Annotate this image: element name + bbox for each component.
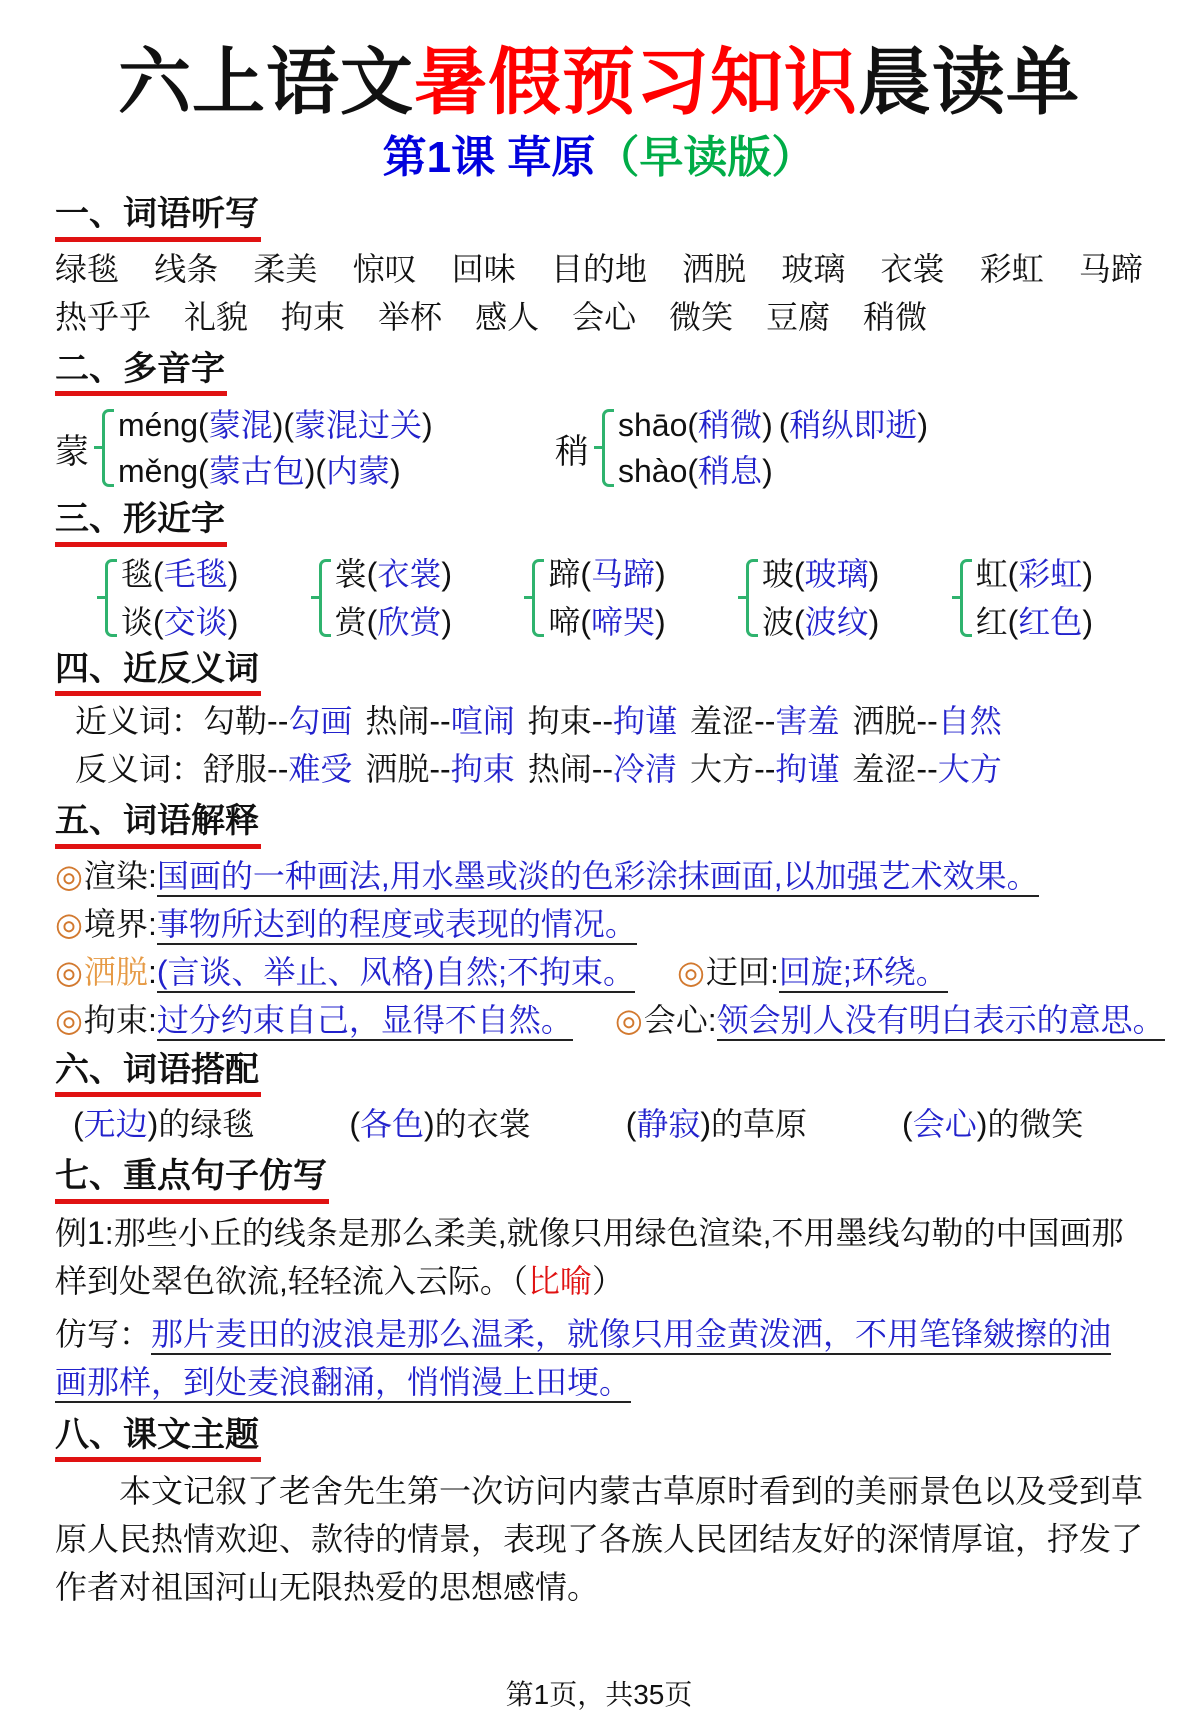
collocation-rest: 的微笑 <box>987 1106 1084 1143</box>
word-pair <box>528 703 677 739</box>
paren: ) <box>655 555 666 592</box>
word-item: 衣裳 <box>880 250 945 287</box>
similar-char-item <box>762 556 879 592</box>
pinyin-row <box>118 407 433 443</box>
word-item: 目的地 <box>550 250 647 287</box>
word: 衣裳 <box>377 555 442 592</box>
term: 洒脱 <box>83 953 148 990</box>
pair-right: 冷清 <box>613 751 678 788</box>
term: 迂回 <box>705 953 770 990</box>
section-syn-ant <box>55 648 1143 793</box>
colon: : <box>769 953 779 990</box>
word-item: 会心 <box>572 298 637 335</box>
pinyin-row <box>618 453 928 489</box>
colon: : <box>147 1001 157 1038</box>
paren: ( <box>366 555 378 592</box>
char: 谈 <box>121 603 154 640</box>
colon: : <box>147 857 157 894</box>
word-pair <box>852 751 1001 787</box>
imitation-text: 那片麦田的波浪是那么温柔，就像只用金黄泼洒，不用笔锋皴擦的油画那样，到处麦浪翻涌，悄悄漫上田埂。 <box>55 1316 1111 1403</box>
paren: ) <box>390 453 401 490</box>
paren: ( <box>580 603 591 640</box>
definition-row <box>55 951 1143 993</box>
word-item: 稍微 <box>863 298 928 335</box>
paren: ) <box>441 603 452 640</box>
pair-left: 舒服 <box>203 751 268 788</box>
green-bracket <box>602 409 614 487</box>
polyphonic-group-meng <box>55 406 555 490</box>
green-bracket <box>102 409 114 487</box>
paren: ( <box>793 555 805 592</box>
char: 裳 <box>334 555 367 592</box>
word-item: 绿毯 <box>55 250 120 287</box>
collocation-rest: 的衣裳 <box>434 1106 531 1143</box>
paren: ) <box>424 1106 435 1143</box>
example-sentence <box>55 1209 1143 1305</box>
paren: ( <box>902 1106 913 1143</box>
char: 虹 <box>975 555 1008 592</box>
collocation-word: 会心 <box>912 1106 977 1143</box>
term: 拘束 <box>83 1001 148 1038</box>
collocation-item <box>626 1101 807 1147</box>
green-bracket <box>105 559 117 637</box>
dash: -- <box>916 703 938 740</box>
section-heading-syn-ant: 四、近反义词 <box>55 648 261 697</box>
title-part-black-1: 六上语文 <box>118 42 414 123</box>
word-item: 热乎乎 <box>55 298 152 335</box>
word-item: 微笑 <box>669 298 734 335</box>
dash: -- <box>429 751 451 788</box>
similar-char-pair <box>95 556 238 640</box>
pair-left: 大方 <box>690 751 755 788</box>
similar-char-item <box>976 604 1093 640</box>
dash: -- <box>754 751 776 788</box>
definition-entry <box>55 999 573 1041</box>
paren: ) <box>227 555 239 592</box>
word: 欣赏 <box>377 603 442 640</box>
similar-char-pair <box>522 556 665 640</box>
similar-char-item <box>335 604 452 640</box>
paren: ) <box>272 407 284 444</box>
section-heading-polyphonic: 二、多音字 <box>55 348 227 397</box>
definition-text: (言谈、举止、风格)自然;不拘束。 <box>157 954 635 993</box>
dash: -- <box>429 703 451 740</box>
paren: ) <box>655 603 666 640</box>
pinyin-rows <box>618 406 928 490</box>
similar-char-item <box>121 556 238 592</box>
paren: ( <box>1007 555 1019 592</box>
char: 玻 <box>761 555 794 592</box>
pair-left: 勾勒 <box>203 703 268 740</box>
imitation-label: 仿写： <box>55 1315 152 1352</box>
similar-char-pair <box>950 556 1093 640</box>
word: 马蹄 <box>590 555 655 592</box>
word-item: 感人 <box>475 298 540 335</box>
paren: ( <box>153 603 164 640</box>
similar-char-item <box>121 604 238 640</box>
page-subtitle <box>55 130 1143 185</box>
section-definitions <box>55 800 1165 1041</box>
paren: ( <box>580 555 591 592</box>
section-heading-dictation: 一、词语听写 <box>55 193 261 242</box>
word-item: 线条 <box>154 250 219 287</box>
synonyms-line <box>55 698 1143 744</box>
pair-right: 勾画 <box>288 703 353 740</box>
rhetoric-tag: 比喻 <box>527 1262 592 1299</box>
double-circle-icon: ◎ <box>55 953 83 990</box>
example-word: 蒙古包 <box>208 453 305 490</box>
polyphonic-groups <box>55 406 1143 490</box>
word: 红色 <box>1018 603 1083 640</box>
polyphonic-char: 蒙 <box>55 432 89 471</box>
word-item: 惊叹 <box>352 250 417 287</box>
double-circle-icon: ◎ <box>614 1001 643 1038</box>
green-bracket <box>746 559 758 637</box>
word-item: 举杯 <box>378 298 443 335</box>
pair-left: 羞涩 <box>852 751 917 788</box>
word-item: 礼貌 <box>184 298 249 335</box>
section-polyphonic <box>55 348 1143 491</box>
collocation-item <box>902 1101 1083 1147</box>
definition-row <box>55 903 1143 945</box>
dash: -- <box>591 751 614 788</box>
similar-char-item <box>548 604 665 640</box>
term: 境界 <box>83 905 148 942</box>
dash: -- <box>754 703 776 740</box>
example-word: 稍纵即逝 <box>789 407 918 444</box>
definition-entry <box>615 999 1165 1041</box>
definition-entry <box>55 903 637 945</box>
word-item: 回味 <box>451 250 516 287</box>
char: 红 <box>975 603 1008 640</box>
paren: ( <box>198 453 209 490</box>
pair-right: 拘谨 <box>775 751 840 788</box>
polyphonic-group-shao <box>555 406 928 490</box>
section-heading-definitions: 五、词语解释 <box>55 800 261 849</box>
section-collocations <box>55 1049 1143 1148</box>
pinyin: shào <box>618 453 688 490</box>
definition-text: 回旋;环绕。 <box>779 954 948 993</box>
dash: -- <box>267 751 289 788</box>
paren: ( <box>153 555 164 592</box>
pair-left: 热闹 <box>365 703 430 740</box>
term: 渲染 <box>83 857 148 894</box>
char: 毯 <box>121 555 154 592</box>
title-part-black-2: 晨读单 <box>858 42 1080 123</box>
pair-right: 大方 <box>937 751 1002 788</box>
similar-char-item <box>335 556 452 592</box>
word: 交谈 <box>163 603 228 640</box>
similar-char-item <box>762 604 879 640</box>
similar-char-item <box>548 556 665 592</box>
section-heading-imitation: 七、重点句子仿写 <box>55 1155 329 1204</box>
term: 会心 <box>643 1001 708 1038</box>
pair-right: 拘谨 <box>613 703 678 740</box>
green-bracket <box>319 559 331 637</box>
pinyin-row <box>618 407 928 443</box>
word-item: 豆腐 <box>766 298 831 335</box>
word-pair <box>365 703 514 739</box>
char: 啼 <box>548 603 581 640</box>
collocation-word: 无边 <box>83 1106 148 1143</box>
paren: ) <box>868 555 880 592</box>
theme-paragraph: 本文记叙了老舍先生第一次访问内蒙古草原时看到的美丽景色以及受到草原人民热情欢迎、款待的情景，表现了各族人民团结友好的深情厚谊，抒发了作者对祖国河山无限热爱的思想感情。 <box>55 1473 1144 1606</box>
paren: ) <box>976 1106 988 1143</box>
similar-char-item <box>976 556 1093 592</box>
paren: ) <box>422 407 433 444</box>
paren: ( <box>793 603 805 640</box>
similar-char-pair <box>736 556 879 640</box>
imitation-sentence <box>55 1310 1143 1406</box>
example-word: 蒙混 <box>208 407 273 444</box>
double-circle-icon: ◎ <box>677 953 705 990</box>
section-similar-chars <box>55 498 1143 640</box>
dash: -- <box>591 703 614 740</box>
pinyin-rows <box>118 406 433 490</box>
pinyin-row <box>118 453 433 489</box>
paren: ( <box>198 407 209 444</box>
pair-right: 喧闹 <box>450 703 515 740</box>
edition-tag: （早读版） <box>595 133 816 183</box>
paren: ) <box>1082 555 1093 592</box>
word-pair <box>203 751 352 787</box>
section-sentence-imitation <box>55 1155 1143 1406</box>
paren: ) <box>700 1106 712 1143</box>
word: 波纹 <box>804 603 869 640</box>
paren: ( <box>625 1106 637 1143</box>
word-pair <box>690 751 839 787</box>
definition-text: 事物所达到的程度或表现的情况。 <box>157 906 637 945</box>
definition-entry <box>55 855 1039 897</box>
pair-left: 热闹 <box>527 751 592 788</box>
paren: ( <box>1007 603 1019 640</box>
dash: -- <box>916 751 938 788</box>
word-item: 玻璃 <box>781 250 846 287</box>
pair-left: 拘束 <box>527 703 592 740</box>
paren: ) <box>147 1106 159 1143</box>
char: 波 <box>761 603 794 640</box>
example-text: 那些小丘的线条是那么柔美,就像只用绿色渲染,不用墨线勾勒的中国画那样到处翠色欲流,轻轻流入云际。 <box>55 1214 1124 1299</box>
definition-text: 国画的一种画法,用水墨或淡的色彩涂抹画面,以加强艺术效果。 <box>157 858 1039 897</box>
collocation-word: 静寂 <box>636 1106 701 1143</box>
definition-row <box>55 999 1165 1041</box>
page-title <box>55 40 1143 126</box>
word-item: 洒脱 <box>682 250 747 287</box>
double-circle-icon: ◎ <box>55 905 83 942</box>
pair-left: 羞涩 <box>690 703 755 740</box>
collocation-item <box>73 1101 254 1147</box>
char: 蹄 <box>548 555 581 592</box>
word-item: 彩虹 <box>979 250 1044 287</box>
definition-entry <box>677 951 948 993</box>
section-heading-similar: 三、形近字 <box>55 498 227 547</box>
paren: ( <box>778 407 790 444</box>
paren: ） <box>591 1262 624 1299</box>
pair-right: 害羞 <box>775 703 840 740</box>
antonyms-line <box>55 746 1143 792</box>
collocation-word: 各色 <box>360 1106 425 1143</box>
paren: ) <box>304 453 316 490</box>
word-pair <box>203 703 352 739</box>
paren: （ <box>511 1262 528 1299</box>
green-bracket <box>960 559 972 637</box>
word-pair <box>528 751 677 787</box>
colon: : <box>707 1001 717 1038</box>
paren: ( <box>283 407 295 444</box>
definition-text: 领会别人没有明白表示的意思。 <box>717 1002 1165 1041</box>
word-pair <box>365 751 514 787</box>
paren: ) <box>917 407 929 444</box>
paren: ) <box>441 555 452 592</box>
paren: ) <box>762 453 773 490</box>
example-word: 稍息 <box>698 453 763 490</box>
pinyin: shāo <box>618 407 688 444</box>
word-item: 拘束 <box>281 298 346 335</box>
section-heading-theme: 八、课文主题 <box>55 1414 261 1463</box>
similar-char-pair <box>309 556 452 640</box>
paren: ( <box>687 407 699 444</box>
word: 啼哭 <box>590 603 655 640</box>
antonyms-label: 反义词： <box>75 751 204 788</box>
pair-right: 自然 <box>937 703 1002 740</box>
pinyin: měng <box>118 453 199 490</box>
synonyms-label: 近义词： <box>75 703 204 740</box>
pair-left: 洒脱 <box>365 751 430 788</box>
collocation-item <box>349 1101 530 1147</box>
word-pair <box>852 703 1001 739</box>
similar-char-pairs <box>55 547 1143 640</box>
collocation-list <box>55 1101 1143 1147</box>
definition-row <box>55 855 1143 897</box>
colon: : <box>147 905 157 942</box>
paren: ) <box>227 603 239 640</box>
section-dictation <box>55 193 1143 340</box>
collocation-rest: 的绿毯 <box>158 1106 255 1143</box>
word-pair <box>690 703 839 739</box>
char: 赏 <box>334 603 367 640</box>
word: 彩虹 <box>1018 555 1083 592</box>
example-label: 例1: <box>55 1214 114 1251</box>
definition-entry <box>55 951 635 993</box>
word-item: 马蹄 <box>1078 250 1143 287</box>
dash: -- <box>267 703 289 740</box>
paren: ( <box>687 453 699 490</box>
word: 毛毯 <box>163 555 228 592</box>
paren: ( <box>315 453 327 490</box>
section-theme <box>55 1414 1143 1612</box>
word-item: 柔美 <box>253 250 318 287</box>
pinyin: méng <box>118 407 199 444</box>
double-circle-icon: ◎ <box>55 857 83 894</box>
lesson-title: 第1课 草原 <box>382 133 596 183</box>
paren: ( <box>73 1106 84 1143</box>
pair-left: 洒脱 <box>852 703 917 740</box>
dictation-words-row-1 <box>55 246 1143 292</box>
pair-right: 拘束 <box>450 751 515 788</box>
paren: ) <box>1082 603 1093 640</box>
example-word: 蒙混过关 <box>294 407 423 444</box>
page-number: 第1页，共35页 <box>505 1679 693 1711</box>
paren: ) <box>762 407 773 444</box>
double-circle-icon: ◎ <box>55 1001 83 1038</box>
example-word: 内蒙 <box>326 453 391 490</box>
section-heading-collocations: 六、词语搭配 <box>55 1049 261 1098</box>
paren: ( <box>349 1106 360 1143</box>
paren: ) <box>868 603 880 640</box>
colon: : <box>147 953 157 990</box>
dictation-words-row-2 <box>55 294 1143 340</box>
polyphonic-char: 稍 <box>555 432 589 471</box>
green-bracket <box>532 559 544 637</box>
paren: ( <box>366 603 378 640</box>
pair-right: 难受 <box>288 751 353 788</box>
definition-text: 过分约束自己，显得不自然。 <box>157 1002 573 1041</box>
title-part-red: 暑假预习知识 <box>414 42 858 123</box>
example-word: 稍微 <box>698 407 763 444</box>
word: 玻璃 <box>804 555 869 592</box>
collocation-rest: 的草原 <box>711 1106 808 1143</box>
